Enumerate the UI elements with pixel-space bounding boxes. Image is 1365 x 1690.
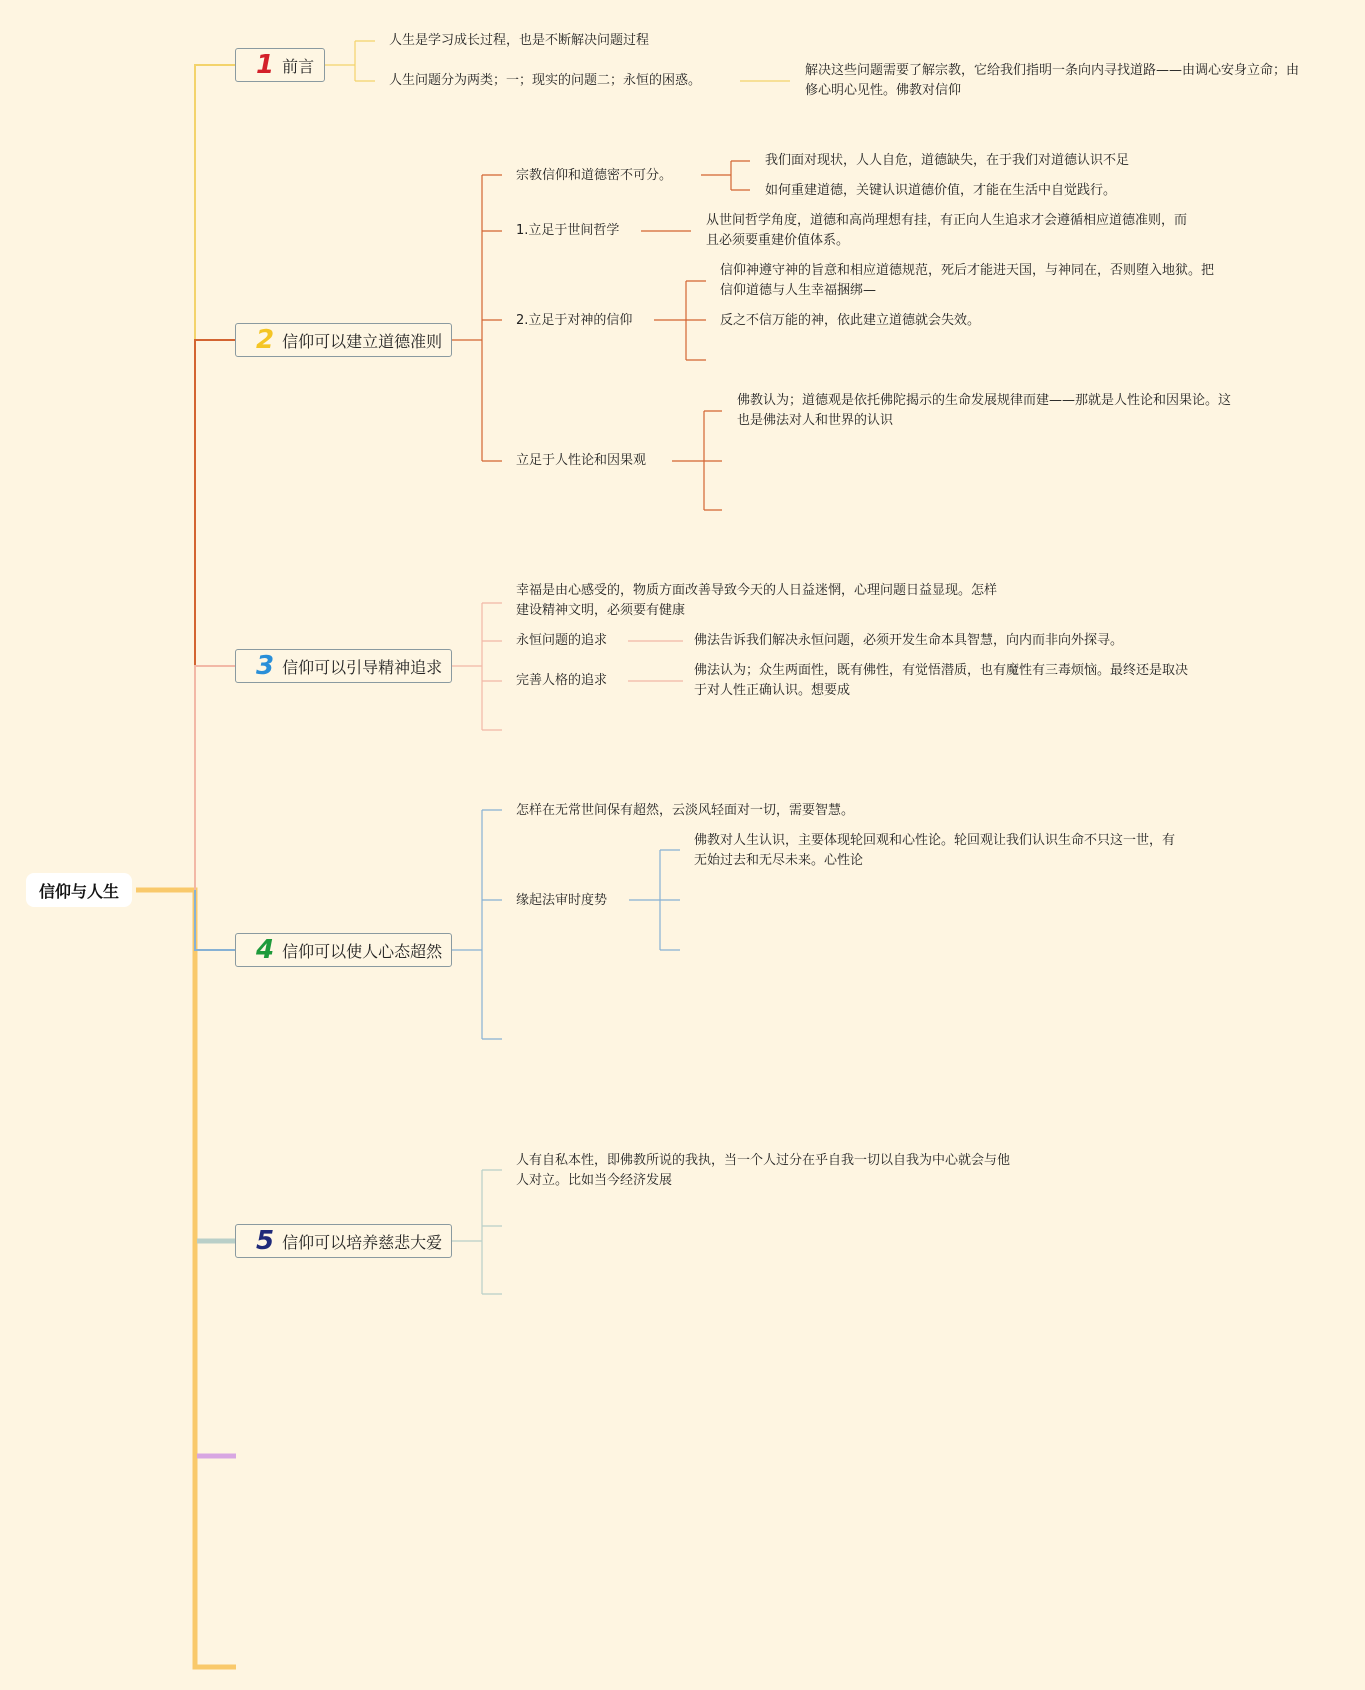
- b2-item-1[interactable]: 宗教信仰和道德密不可分。: [516, 168, 673, 183]
- b3-item-2-child[interactable]: 佛法告诉我们解决永恒问题，必须开发生命本具智慧，向内而非向外探寻。: [694, 633, 1124, 648]
- branch-4-label: 信仰可以使人心态超然: [282, 941, 443, 961]
- branch-1-topic[interactable]: [235, 48, 325, 82]
- branch4-line: [195, 890, 236, 950]
- b4-item-2-child[interactable]: 佛教对人生认识，主要体现轮回观和心性论。轮回观让我们认识生命不只这一世，有无始过去和无尽未来。心性论: [694, 833, 1176, 868]
- branch-5-number: 5: [256, 1226, 275, 1256]
- branch-4-topic[interactable]: [235, 933, 452, 967]
- b2-item-1-child-1[interactable]: 我们面对现状，人人自危，道德缺失，在于我们对道德认识不足: [765, 153, 1130, 168]
- root-label: 信仰与人生: [38, 881, 119, 901]
- branch3-line: [195, 666, 236, 890]
- b3-item-3[interactable]: 完善人格的追求: [516, 673, 608, 688]
- b1-item-2-child[interactable]: 解决这些问题需要了解宗教，它给我们指明一条向内寻找道路——由调心安身立命；由修心明心见性。佛教对信仰: [805, 63, 1300, 98]
- branch-2-number: 2: [256, 325, 275, 355]
- branch-3-label: 信仰可以引导精神追求: [282, 657, 443, 677]
- branch-3-number: 3: [256, 651, 275, 681]
- branch-1-label: 前言: [282, 56, 315, 76]
- branch-3-topic[interactable]: [235, 649, 452, 683]
- b3-item-3-child[interactable]: 佛法认为；众生两面性，既有佛性，有觉悟潜质，也有魔性有三毒烦恼。最终还是取决于对人性正确认识。想要成: [694, 663, 1189, 698]
- branch5-children: [452, 1170, 502, 1294]
- b2-item-3-child-2[interactable]: 反之不信万能的神，依此建立道德就会失效。: [720, 313, 981, 328]
- b1-item-2[interactable]: 人生问题分为两类；一；现实的问题二；永恒的困惑。: [389, 73, 702, 88]
- branch2-line: [195, 340, 236, 890]
- branch-2-topic[interactable]: [235, 323, 452, 357]
- b5-item-1[interactable]: 人有自私本性，即佛教所说的我执，当一个人过分在乎自我一切以自我为中心就会与他人对立。比如当今经济发展: [516, 1153, 1011, 1188]
- b2-item-4-child-1[interactable]: 佛教认为；道德观是依托佛陀揭示的生命发展规律而建——那就是人性论和因果论。这也是佛法对人和世界的认识: [737, 393, 1232, 428]
- branch-5-label: 信仰可以培养慈悲大爱: [282, 1232, 443, 1252]
- branch-5-topic[interactable]: [235, 1224, 452, 1258]
- b2-item-3-child-1[interactable]: 信仰神遵守神的旨意和相应道德规范，死后才能进天国，与神同在，否则堕入地狱。把信仰道德与人生幸福捆绑—: [720, 263, 1215, 298]
- b2-item-4[interactable]: 立足于人性论和因果观: [516, 453, 647, 468]
- branch-4-number: 4: [256, 935, 275, 965]
- branch4-children: [452, 810, 680, 1039]
- branch3-children: [452, 603, 683, 730]
- trunk-line: [136, 890, 236, 1667]
- b2-item-1-child-2[interactable]: 如何重建道德，关键认识道德价值，才能在生活中自觉践行。: [765, 183, 1117, 198]
- b2-item-2-child-1[interactable]: 从世间哲学角度，道德和高尚理想有挂，有正向人生追求才会遵循相应道德准则，而且必须要重建价值体系。: [706, 213, 1188, 248]
- b3-item-2[interactable]: 永恒问题的追求: [516, 633, 608, 648]
- branch-2-label: 信仰可以建立道德准则: [282, 331, 443, 351]
- b4-item-2[interactable]: 缘起法审时度势: [516, 893, 608, 908]
- branch1-line: [195, 65, 236, 890]
- b4-item-1[interactable]: 怎样在无常世间保有超然，云淡风轻面对一切，需要智慧。: [516, 803, 855, 818]
- branch-1-number: 1: [256, 50, 275, 80]
- b2-item-3[interactable]: 2.立足于对神的信仰: [516, 313, 633, 328]
- b2-item-2[interactable]: 1.立足于世间哲学: [516, 223, 620, 238]
- b1-item-1[interactable]: 人生是学习成长过程，也是不断解决问题过程: [389, 33, 650, 48]
- root-topic[interactable]: [26, 873, 132, 907]
- b3-item-1[interactable]: 幸福是由心感受的，物质方面改善导致今天的人日益迷惘，心理问题日益显现。怎样建设精神文明，必须要有健康: [516, 583, 998, 618]
